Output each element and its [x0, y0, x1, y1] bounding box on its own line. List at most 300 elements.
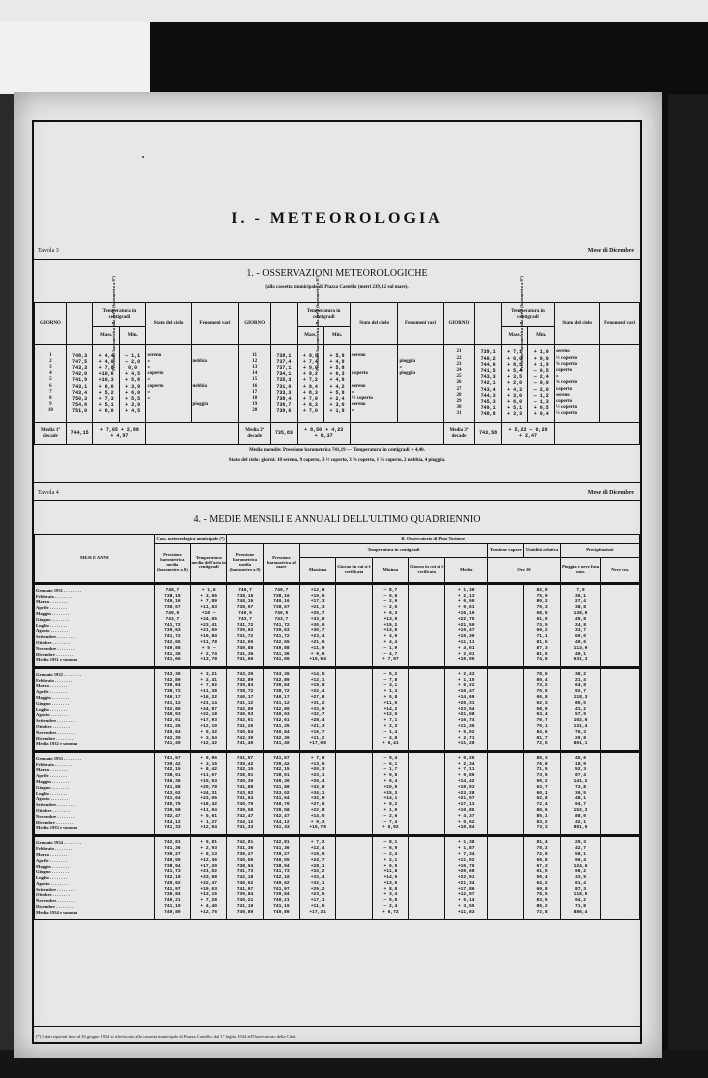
sky-state-value: sereno	[556, 349, 570, 355]
oss-rain-value: 33,7	[575, 628, 587, 634]
oss-mean-value: + 2,43	[457, 671, 475, 677]
phenomena-value: pioggia	[192, 402, 209, 408]
month-label-value: Febbraio . . . . . . . .	[36, 593, 73, 599]
oss-min-value: — 1,9	[383, 645, 398, 651]
day-number-value: 21	[456, 349, 462, 355]
oss-humidity-value: 81,5	[536, 639, 548, 645]
temp-min-value: + 6,0	[125, 389, 141, 396]
oss-pressure	[227, 584, 263, 668]
col-giorno: GIORNO	[239, 303, 271, 345]
col-precip: Precipitazioni	[560, 544, 639, 558]
day-number-value: 28	[456, 392, 462, 398]
oss-pressure-value: 740,79	[236, 802, 254, 808]
oss-pressure-value: 741,19	[236, 904, 254, 910]
phenomena-value	[601, 411, 639, 417]
cass-temperature-value: + 2,41	[200, 677, 217, 683]
cass-pressure-value: 742,18	[164, 875, 181, 881]
cass-temperature-value: + 2,74	[200, 651, 217, 657]
day-number-value: 10	[47, 408, 53, 414]
oss-pressure-sea-value: 743,7	[274, 616, 289, 622]
oss-pressure-sea-value: 742,15	[273, 767, 290, 773]
oss-mean-value: +23,28	[457, 790, 475, 796]
oss-humidity-value: 63,7	[536, 784, 548, 790]
oss-max	[300, 752, 336, 836]
quadrennial-table	[34, 534, 640, 920]
oss-max-value: + 7,8	[310, 755, 325, 761]
cass-pressure-value: 741,66	[164, 657, 181, 663]
temp-max-value: + 8,3	[302, 389, 318, 396]
oss-humidity-value: 69,2	[536, 779, 548, 784]
oss-humidity-value: 76,3	[536, 605, 548, 611]
month-label	[35, 584, 155, 668]
cass-pressure-value: 738,16	[164, 593, 181, 599]
oss-mean	[445, 836, 488, 920]
oss-pressure-sea	[263, 584, 299, 668]
oss-min-value: + 6,4	[383, 779, 398, 784]
oss-humidity	[524, 836, 560, 920]
oss-pressure-sea-value: 738,72	[273, 689, 290, 695]
oss-vapour	[488, 752, 524, 836]
day-number-value: 18	[252, 395, 258, 401]
month-label	[35, 836, 155, 920]
oss-min-value: + 6,3	[383, 611, 398, 616]
cass-temperature-value: +24,65	[200, 616, 217, 622]
cass-pressure-value: 742,80	[164, 706, 181, 712]
scan-top-margin	[0, 0, 708, 22]
day-number-value: 2	[49, 358, 52, 364]
oss-humidity-value: 68,5	[536, 611, 548, 616]
cass-temperature-value: +23,68	[200, 875, 217, 881]
month-label-value: Maggio . . . . . . . .	[36, 863, 70, 869]
day-number-value: 14	[252, 371, 258, 377]
temp-max-value: + 9,2	[302, 371, 318, 378]
temp-max-value: + 6,0	[98, 408, 114, 415]
cass-temperature-value: +16,84	[200, 634, 217, 640]
cass-pressure-value: 741,33	[164, 825, 181, 831]
day-number-value: 29	[456, 398, 462, 404]
oss-mean-value: +16,74	[457, 718, 475, 724]
cass-temperature-value: + 8,42	[200, 767, 217, 773]
month-label-value: Marzo . . . . . . . .	[36, 599, 68, 605]
pressure-value: 743,4	[480, 386, 496, 393]
oss-max-value: +32,8	[310, 784, 325, 790]
oss-pressure-value: 739,58	[236, 807, 254, 813]
oss-min-value: + 2,1	[383, 857, 398, 863]
month-label	[35, 668, 155, 752]
month-label-value: Luglio . . . . . . . .	[36, 875, 68, 881]
col-mesi: MESI E ANNI	[35, 535, 155, 584]
oss-pressure-sea-value: 742,61	[273, 718, 290, 724]
oss-pressure-value: 744,12	[236, 819, 254, 825]
col-cassetta: Cass. meteorologica municipale (*)	[154, 535, 227, 544]
oss-pressure-value: 739,27	[236, 851, 254, 857]
cass-pressure-value: 742,61	[164, 718, 181, 724]
oss-min-value: + 6,41	[382, 741, 399, 747]
cass-temperature-value: + 8,13	[200, 851, 217, 857]
month-label-value: Aprile . . . . . . . .	[36, 773, 67, 779]
pressure-value: 743,3	[72, 364, 88, 371]
oss-pressure-sea-value: 741,36	[273, 651, 290, 657]
oss-rain-value: 49,8	[575, 616, 587, 622]
oss-rain-value: 57,9	[575, 712, 587, 718]
cass-temperature-value: +23,41	[200, 622, 217, 628]
oss-min	[372, 668, 408, 752]
month-label-value: Aprile . . . . . . . .	[36, 605, 67, 611]
oss-mean-value: +20,31	[457, 700, 475, 706]
sky-state-value: sereno	[351, 402, 366, 408]
temp-max-value: + 4,4	[98, 352, 114, 359]
oss-pressure-sea-value: 744,12	[273, 819, 290, 825]
oss-rain-value: 64,8	[575, 683, 587, 689]
oss-mean-value: +14,69	[457, 695, 475, 700]
col-press-oss: Pressione barometrica media (barometro a 0)	[227, 544, 263, 584]
oss-mean-value: + 9,61	[457, 605, 475, 611]
col-pioggia: Pioggia e neve fusa mm.	[560, 558, 601, 584]
oss-max-day	[336, 752, 372, 836]
oss-max-value: +21,3	[310, 723, 325, 729]
oss-min-value: — 3,1	[383, 683, 398, 689]
month-label-value: Aprile . . . . . . . .	[36, 857, 67, 863]
media-blank	[350, 423, 443, 445]
col-fenomeni: Fenomeni vari	[191, 303, 239, 345]
oss-humidity-value: 81,7	[536, 735, 548, 741]
oss-humidity-value: 73,9	[536, 773, 548, 779]
phenomena	[191, 345, 239, 423]
month-label-value: Settembre . . . . . . . .	[36, 634, 75, 640]
oss-max-value: +12,6	[310, 587, 325, 593]
divider	[34, 482, 640, 483]
oss-min	[372, 752, 408, 836]
sky-state-value: ¾ coperto	[556, 361, 578, 367]
cass-pressure-value: 741,36	[164, 846, 181, 852]
oss-pressure-sea-value: 740,88	[273, 645, 290, 651]
col-press-cass: Pressione barometrica media (barometro a 0)	[154, 544, 190, 584]
pressure-value: 740,2	[480, 355, 496, 362]
oss-rain-value: 131,4	[573, 723, 588, 729]
month-label-value: Giugno . . . . . . . .	[36, 700, 69, 706]
oss-snow	[601, 836, 640, 920]
oss-max-value: + 9,3	[310, 819, 325, 825]
month-label-value: Novembre . . . . . . . .	[36, 645, 75, 651]
oss-humidity-value: 73,5	[536, 622, 548, 628]
cass-temperature-value: + 3,64	[200, 735, 217, 741]
oss-rain-value: 36,1	[575, 593, 587, 599]
oss-mean-value: + 0,25	[457, 755, 475, 761]
day-number-value: 24	[456, 368, 462, 374]
oss-max-value: +19,6	[310, 851, 325, 857]
cass-temperature-value: + 2,93	[200, 846, 217, 852]
oss-pressure-value: 742,80	[236, 706, 254, 712]
page-frame	[32, 120, 642, 1044]
phenomena-value: nebbia	[192, 383, 207, 389]
month-label-value: Media 1931 e somma	[36, 657, 78, 663]
cass-temperature-value: +19,03	[200, 886, 217, 892]
oss-rain-value: 118,3	[573, 695, 588, 700]
oss-mean-value: + 5,02	[457, 729, 475, 735]
sky-state-value: sereno	[351, 383, 366, 389]
cass-temperature-value: +13,78	[200, 657, 217, 663]
oss-pressure	[227, 668, 263, 752]
month-label-value: Luglio . . . . . . . .	[36, 622, 68, 628]
pressure-value: 741,9	[72, 377, 88, 384]
oss-max-value: +33,2	[310, 869, 325, 875]
oss-mean-value: + 1,15	[457, 677, 475, 683]
oss-rain-value: 52,3	[575, 767, 587, 773]
month-label-value: Marzo . . . . . . . .	[36, 767, 68, 773]
oss-max-value: +28,4	[310, 718, 325, 724]
cass-pressure-value: 740,89	[164, 909, 181, 915]
temp-max-value: + 5,1	[507, 405, 523, 412]
oss-pressure-value: 740,89	[236, 909, 254, 915]
oss-humidity-value: 72,5	[536, 741, 548, 747]
oss-snow	[601, 752, 640, 836]
oss-humidity-value: 83,2	[536, 819, 548, 825]
temp-min-value: + 4,9	[329, 358, 345, 365]
document-page	[14, 92, 662, 1058]
pressure-value: 738,1	[276, 352, 292, 359]
temp-max-value: + 6,3	[302, 402, 318, 409]
day-number-value: 20	[252, 408, 258, 414]
page-title: I. - METEOROLOGIA	[231, 210, 443, 227]
month-label-value: Novembre . . . . . . . .	[36, 813, 75, 819]
oss-max-value: +30,7	[310, 628, 325, 634]
oss-pressure-sea-value: 742,47	[273, 813, 290, 819]
cass-temperature-value: +23,06	[200, 796, 217, 802]
oss-rain-value: 113,9	[573, 645, 588, 651]
oss-max-value: +17,31	[309, 909, 326, 915]
oss-snow	[601, 584, 640, 668]
month-label-value: Novembre . . . . . . . .	[36, 898, 75, 904]
oss-humidity-value: 69,8	[536, 886, 548, 892]
cass-temperature-value: + 7,28	[200, 898, 217, 904]
oss-min-value: +13,5	[383, 880, 398, 886]
temp-max-value: + 4,0	[98, 358, 114, 365]
cass-temperature	[191, 584, 227, 668]
tavola-4-month: Mese di Dicembre	[587, 490, 634, 496]
phenomena	[600, 345, 640, 423]
oss-min-value: — 4,8	[383, 735, 398, 741]
temp-min-value: + 2,4	[329, 395, 345, 402]
oss-mean-value: +11,83	[457, 909, 475, 915]
oss-max-value: +28,1	[310, 863, 325, 869]
oss-rain-value: 94,2	[575, 898, 587, 904]
oss-pressure-sea-value: 740,62	[273, 880, 290, 886]
cass-pressure-value: 742,47	[164, 813, 181, 819]
cass-pressure	[154, 836, 190, 920]
oss-humidity-value: 58,9	[536, 706, 548, 712]
oss-mean-value: + 2,13	[457, 593, 475, 599]
cass-pressure-value: 739,63	[164, 628, 181, 634]
oss-min-value: +14,6	[383, 875, 398, 881]
cass-temperature-value: +12,46	[200, 857, 217, 863]
phenomena-value	[399, 408, 442, 414]
cass-temperature-value: +15,63	[200, 779, 217, 784]
pressure	[271, 345, 298, 423]
oss-max-day	[336, 584, 372, 668]
temp-min-value: + 4,9	[329, 377, 345, 384]
media-temp-value: + 4,23	[325, 427, 344, 434]
temp-max-value: + 7,2	[302, 377, 318, 384]
day-number-value: 5	[49, 377, 52, 383]
oss-rain-value: 141,2	[573, 779, 588, 784]
oss-rain-value: 42,1	[575, 819, 587, 825]
oss-pressure-value: 742,30	[236, 735, 254, 741]
cass-temperature-value: + 1,27	[200, 819, 217, 825]
oss-pressure-value: 740,93	[236, 712, 254, 718]
month-label-value: Settembre . . . . . . . .	[36, 886, 75, 892]
phenomena-value: »	[399, 364, 402, 370]
oss-min-value: — 6,9	[383, 846, 398, 852]
temp-max-value: +10,3	[98, 377, 114, 384]
day-number-value: 23	[456, 361, 462, 367]
oss-pressure-sea-value: 738,94	[273, 863, 290, 869]
oss-pressure-sea-value: 740,36	[273, 779, 290, 784]
sky-state-value	[147, 408, 190, 414]
temp-min-value: + 4,5	[125, 408, 141, 415]
divider	[34, 500, 640, 501]
media-temps	[501, 423, 554, 445]
quad-header-row-1	[35, 535, 640, 544]
cass-pressure-value: 738,94	[164, 863, 181, 869]
oss-min-value: +14,2	[383, 706, 398, 712]
oss-min-value: + 5,8	[383, 695, 398, 700]
month-label-value: Maggio . . . . . . . .	[36, 779, 70, 784]
oss-rain-value: 58,1	[575, 851, 587, 857]
cass-pressure-value: 743,02	[164, 790, 181, 796]
oss-pressure-value: 740,16	[236, 599, 254, 605]
day-number-value: 7	[49, 389, 52, 395]
oss-rain-value: 29,8	[575, 735, 587, 741]
oss-mean-value: +21,08	[457, 712, 475, 718]
oss-pressure-value: 742,15	[236, 767, 254, 773]
oss-pressure-sea-value: 742,30	[273, 735, 290, 741]
oss-pressure-sea-value: 742,81	[273, 840, 290, 846]
month-label-value: Febbraio . . . . . . . .	[36, 761, 73, 767]
media-temp-value: + 7,05	[99, 427, 118, 434]
sky-state-value: coperto	[556, 368, 573, 374]
oss-min-value: +14,1	[383, 796, 398, 802]
oss-pressure-value: 740,9	[238, 611, 252, 616]
cass-pressure-value: 742,81	[164, 840, 181, 846]
day-number-value: 3	[49, 364, 52, 370]
cass-temperature-value: +24,31	[200, 790, 217, 796]
oss-mean-value: + 1,87	[457, 846, 475, 852]
cass-pressure-value: 741,73	[164, 869, 181, 875]
oss-mean-value: +17,13	[457, 802, 475, 808]
oss-min-value: +10,9	[383, 784, 398, 790]
cass-temperature-value: +22,18	[200, 712, 217, 718]
day-number-value: 16	[252, 383, 258, 389]
oss-max-value: +11,2	[310, 735, 325, 741]
oss-pressure-value: 740,21	[236, 898, 254, 904]
col-pressione: Pressione barometrica alla ore 9 (barometro a 0°)	[66, 303, 93, 345]
oss-rain-value: 96,4	[575, 857, 587, 863]
sky-state-value: sereno	[351, 352, 366, 358]
oss-min-value: — 2,6	[383, 605, 398, 611]
month-label-value: Ottobre . . . . . . . .	[36, 892, 70, 898]
section-4-title: 4. - MEDIE MENSILI E ANNUALI DELL'ULTIMO QUADRIENNIO	[193, 514, 481, 525]
oss-mean-value: +20,68	[457, 869, 475, 875]
cass-pressure-value: 741,64	[164, 796, 181, 802]
oss-min-value: — 5,2	[383, 671, 398, 677]
cass-temperature-value: +18,42	[200, 802, 217, 808]
oss-humidity-value: 80,6	[536, 807, 548, 813]
col-ore: Ore 10	[488, 558, 561, 584]
temp-min	[324, 345, 351, 423]
oss-pressure	[227, 752, 263, 836]
month-label-value: Novembre . . . . . . . .	[36, 729, 75, 735]
oss-pressure-sea-value: 740,79	[273, 802, 290, 808]
oss-max-value: +33,4	[310, 875, 325, 881]
oss-humidity-value: 78,6	[536, 671, 548, 677]
temp-min-value: + 6,3	[329, 371, 345, 378]
day-number-value: 31	[456, 411, 462, 417]
day-number-value: 11	[252, 352, 258, 358]
oss-humidity-value: 59,4	[536, 875, 548, 881]
oss-max-day	[336, 668, 372, 752]
sky-state-value: sereno	[556, 392, 570, 398]
oss-rain-value: 87,4	[575, 773, 587, 779]
oss-rain-value: 152,3	[573, 807, 588, 813]
oss-humidity-value: 70,5	[536, 689, 548, 695]
oss-rain-value: 861,1	[573, 741, 588, 747]
col-temp: Temperatura in centigradi	[501, 303, 554, 327]
oss-humidity-value: 60,1	[536, 790, 548, 796]
month-label-value: Gennaio 1934 . . . . . . . .	[36, 840, 82, 846]
sky-summary: Stato del cielo: giorni: 10 sereno, 9 coperto, 3 ½ coperto, 3 ¾ coperto, 1 ¼ coperto, 2 nebbia, 4 pioggia.	[228, 458, 446, 463]
oss-min-value: + 6,72	[382, 909, 399, 915]
quad-body	[35, 584, 640, 920]
col-giorno-min: Giorno in cui si è verificata	[409, 558, 445, 584]
media-temp-value: + 4,97	[110, 432, 129, 439]
month-label-value: Agosto . . . . . . . .	[36, 796, 68, 802]
oss-mean-value: +11,02	[457, 857, 475, 863]
oss-rain	[560, 836, 601, 920]
oss-humidity-value: 72,4	[536, 802, 548, 808]
col-temp-cass: Temperatura media dell'aria in centigradi	[191, 544, 227, 584]
cass-temperature-value: + 3,65	[200, 593, 217, 599]
cass-pressure-value: 741,72	[164, 634, 181, 640]
col-min: Min.	[324, 327, 351, 345]
sky-state-value: ½ coperto	[556, 405, 578, 411]
oss-mean-value: +22,75	[457, 616, 475, 622]
oss-mean	[445, 752, 488, 836]
oss-mean-value: +21,50	[457, 622, 475, 628]
oss-mean-value: +11,28	[457, 741, 475, 747]
cass-pressure-value: 739,42	[164, 761, 181, 767]
temp-max-value: + 2,0	[507, 380, 523, 387]
oss-min-day	[409, 584, 445, 668]
oss-max-value: +12,4	[310, 846, 325, 852]
oss-pressure-value: 741,66	[236, 657, 254, 663]
oss-min-value: — 1,7	[383, 767, 398, 773]
temp-min-value: + 1,9	[533, 361, 549, 368]
day-number-value: 1	[49, 352, 52, 358]
oss-rain	[560, 584, 601, 668]
oss-min-day	[409, 836, 445, 920]
media-pressure: 744,15	[66, 423, 93, 445]
oss-humidity-value: 63,4	[536, 712, 548, 718]
temp-max-value: + 6,6	[98, 383, 114, 390]
temp-max-value: + 5,1	[98, 402, 114, 409]
oss-max-value: +27,8	[310, 695, 325, 700]
oss-humidity-value: 62,3	[536, 700, 548, 706]
oss-mean-value: +10,85	[457, 807, 475, 813]
month-label-value: Marzo . . . . . . . .	[36, 851, 68, 857]
oss-rain-value: 92,7	[575, 689, 587, 695]
oss-pressure-value: 742,81	[236, 840, 254, 846]
oss-min-value: — 2,4	[383, 851, 398, 857]
